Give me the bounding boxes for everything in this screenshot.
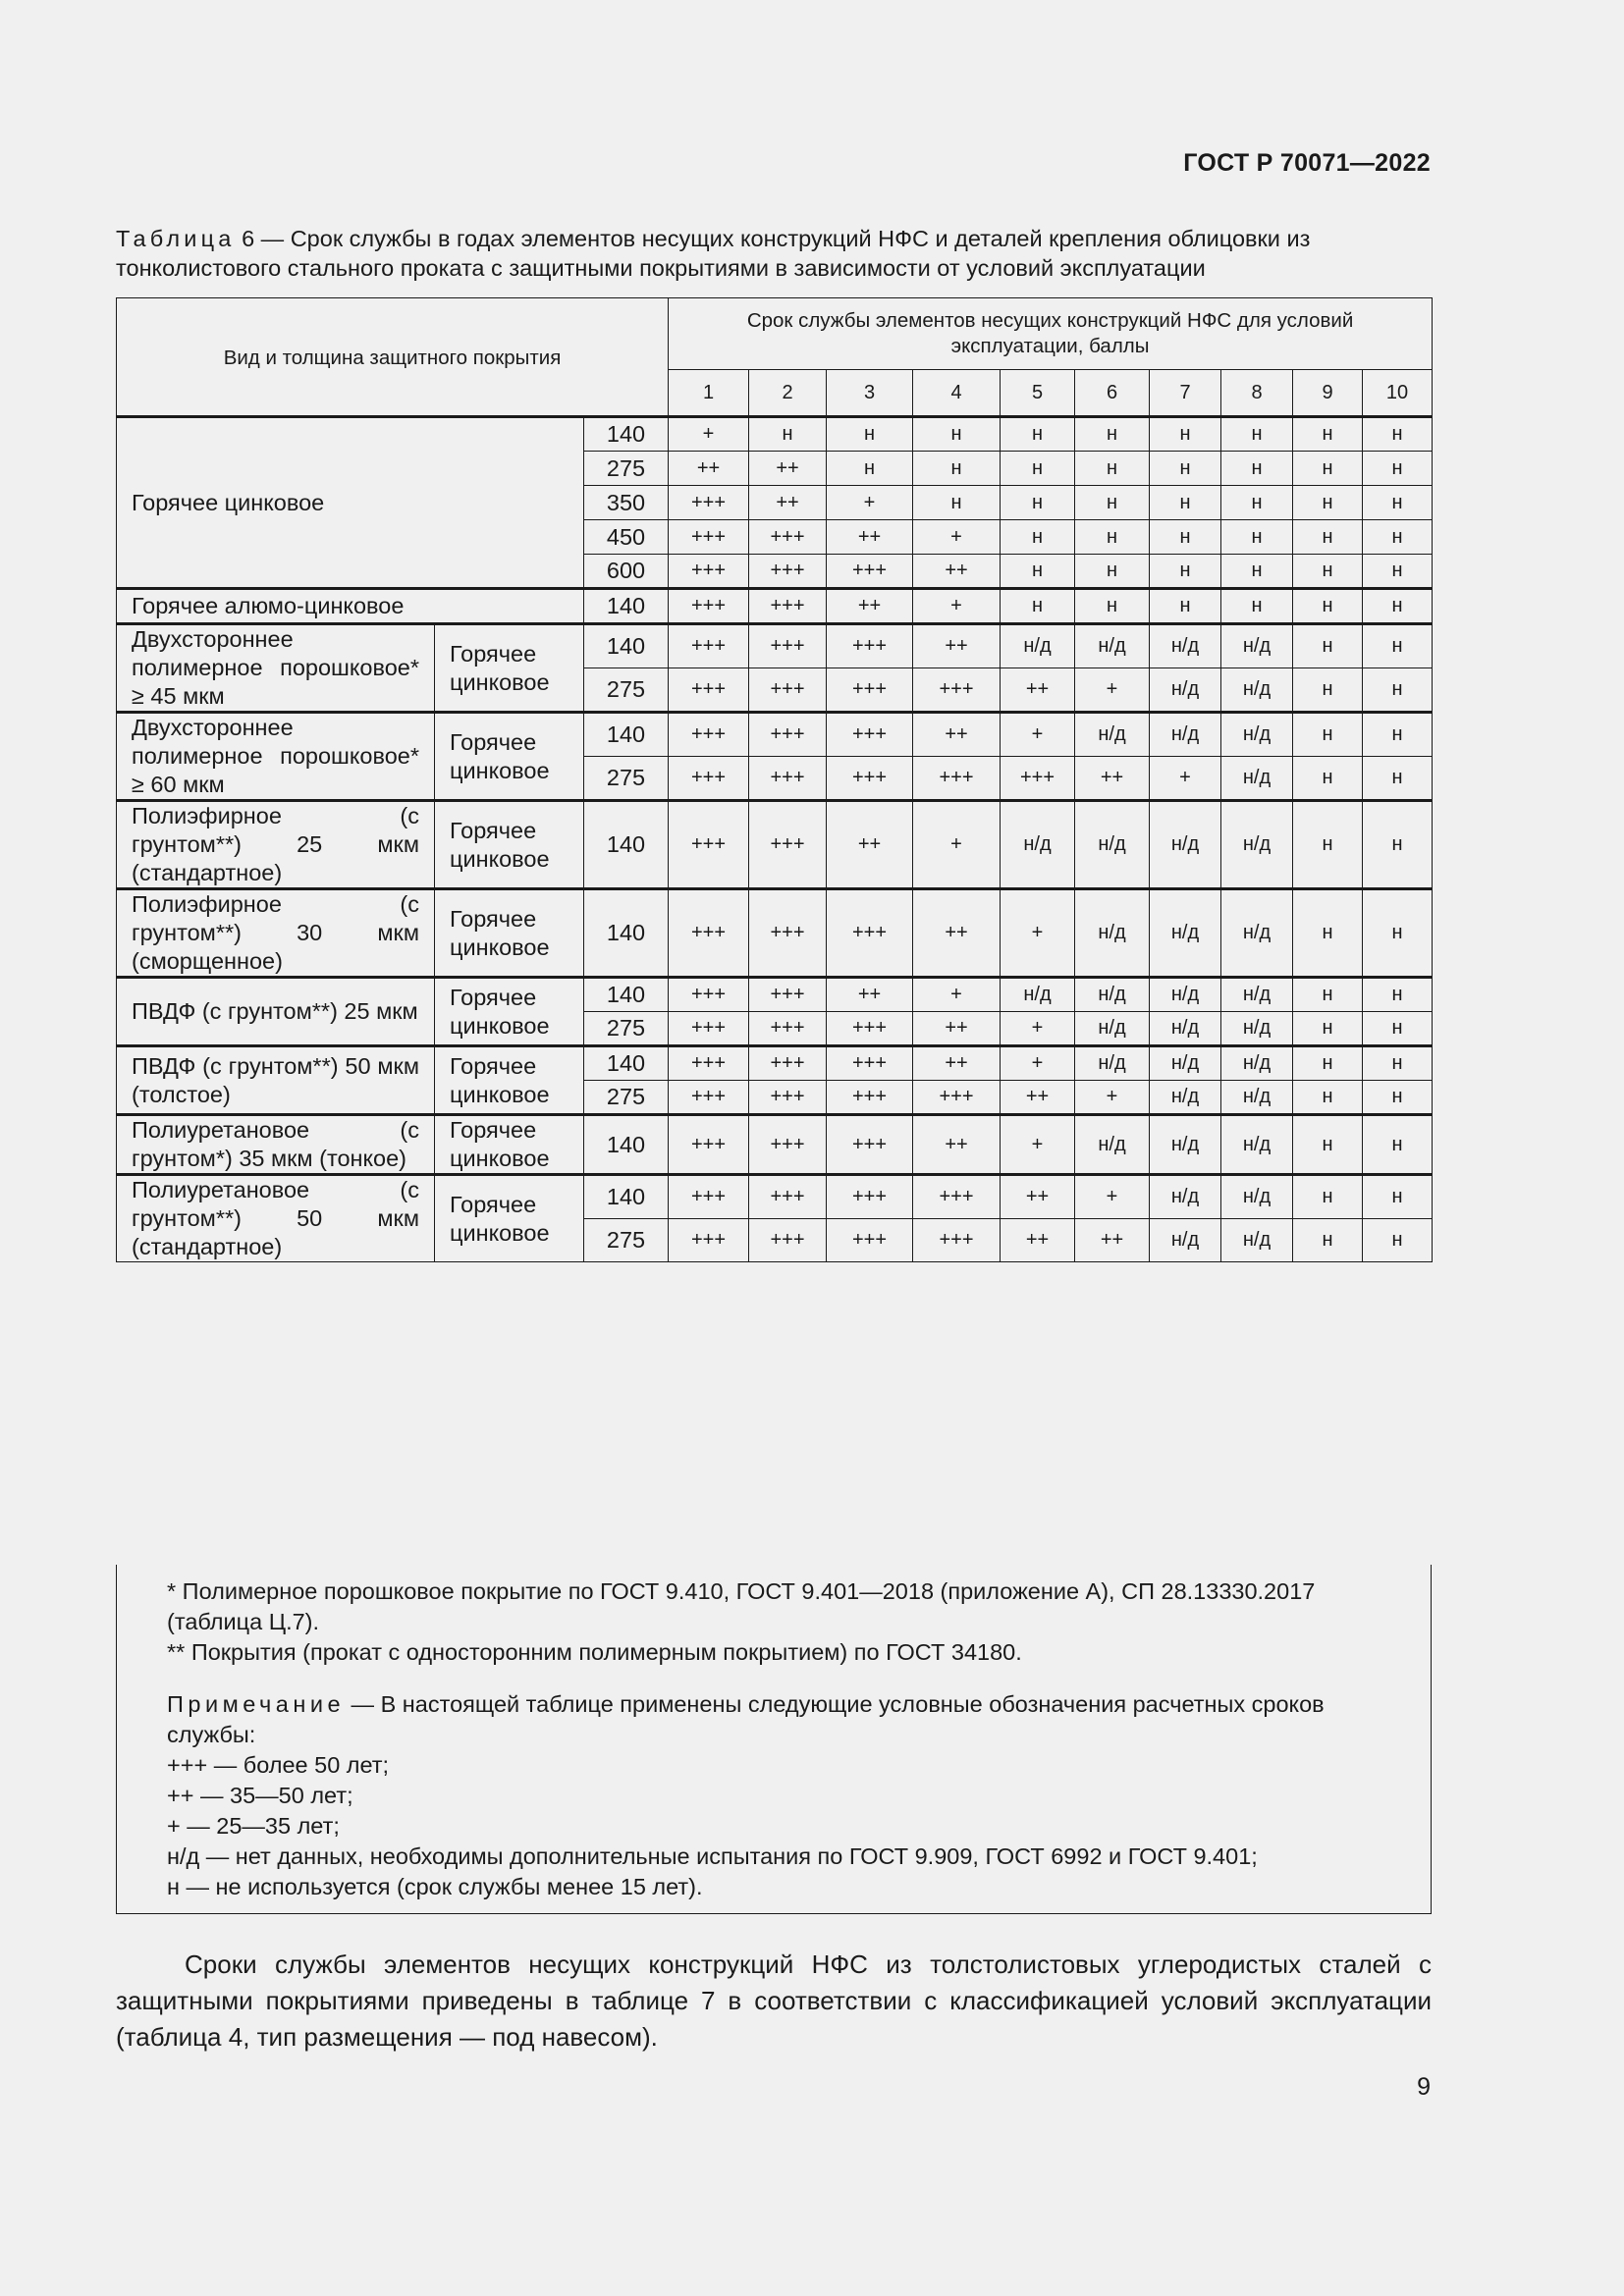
service-life-cell: н xyxy=(1150,417,1221,452)
service-life-cell: +++ xyxy=(749,1081,827,1115)
service-life-cell: +++ xyxy=(749,555,827,589)
service-life-cell: н xyxy=(1221,589,1293,624)
service-life-cell: н xyxy=(1075,417,1150,452)
service-life-cell: +++ xyxy=(749,1175,827,1219)
service-life-cell: н/д xyxy=(1221,1046,1293,1081)
service-life-cell: н/д xyxy=(1075,978,1150,1012)
coating-thickness: 450 xyxy=(584,520,669,555)
note-paragraph xyxy=(133,1689,1415,1750)
coating-thickness: 140 xyxy=(584,1115,669,1175)
service-life-cell: н xyxy=(1150,452,1221,486)
service-life-cell: + xyxy=(1075,1081,1150,1115)
service-life-table xyxy=(116,297,1433,1262)
service-life-cell: н xyxy=(1293,1046,1363,1081)
base-coating: Горячее цинковое xyxy=(435,978,584,1046)
service-life-cell: +++ xyxy=(669,589,749,624)
service-life-cell: ++ xyxy=(913,1046,1001,1081)
base-coating: Горячее цинковое xyxy=(435,1115,584,1175)
legend-item: +++ — более 50 лет; xyxy=(167,1752,390,1778)
service-life-cell: н/д xyxy=(1150,1046,1221,1081)
service-life-cell: + xyxy=(913,589,1001,624)
service-life-cell: +++ xyxy=(749,757,827,801)
service-life-cell: н/д xyxy=(1075,713,1150,757)
coating-name: Горячее цинковое xyxy=(117,417,584,589)
service-life-cell: н/д xyxy=(1221,1115,1293,1175)
service-life-cell: н/д xyxy=(1221,713,1293,757)
service-life-cell: ++ xyxy=(749,486,827,520)
service-life-cell: н xyxy=(1293,1012,1363,1046)
service-life-cell: +++ xyxy=(749,589,827,624)
service-life-cell: н xyxy=(1221,452,1293,486)
service-life-cell: н xyxy=(1221,520,1293,555)
service-life-cell: +++ xyxy=(749,978,827,1012)
service-life-cell: ++ xyxy=(1075,1218,1150,1262)
column-header: 9 xyxy=(1293,370,1363,417)
column-header: 4 xyxy=(913,370,1001,417)
service-life-cell: н xyxy=(1001,417,1075,452)
service-life-cell: н xyxy=(1293,1175,1363,1219)
service-life-cell: +++ xyxy=(1001,757,1075,801)
service-life-cell: н xyxy=(1150,486,1221,520)
note-label: Примечание xyxy=(167,1691,346,1717)
service-life-cell: н xyxy=(1293,801,1363,889)
coating-thickness: 275 xyxy=(584,452,669,486)
service-life-cell: н xyxy=(1150,555,1221,589)
column-header: 8 xyxy=(1221,370,1293,417)
service-life-cell: н xyxy=(1363,889,1433,978)
service-life-cell: н/д xyxy=(1150,801,1221,889)
service-life-cell: +++ xyxy=(827,555,913,589)
service-life-cell: н/д xyxy=(1150,668,1221,713)
table-row xyxy=(117,978,1433,1012)
legend-item: н/д — нет данных, необходимы дополнительные испытания по ГОСТ 9.909, ГОСТ 6992 и ГОСТ 9.401; xyxy=(167,1843,1258,1869)
service-life-cell: +++ xyxy=(669,1218,749,1262)
table-row xyxy=(117,624,1433,668)
column-header: 1 xyxy=(669,370,749,417)
service-life-cell: +++ xyxy=(827,1218,913,1262)
service-life-cell: +++ xyxy=(827,1046,913,1081)
service-life-cell: +++ xyxy=(827,668,913,713)
base-coating: Горячее цинковое xyxy=(435,713,584,801)
service-life-cell: н xyxy=(1293,1081,1363,1115)
service-life-cell: н xyxy=(1293,889,1363,978)
service-life-cell: н xyxy=(1363,486,1433,520)
service-life-cell: +++ xyxy=(669,1081,749,1115)
service-life-cell: ++ xyxy=(913,555,1001,589)
service-life-cell: + xyxy=(1001,713,1075,757)
service-life-cell: +++ xyxy=(913,668,1001,713)
service-life-cell: н xyxy=(1075,452,1150,486)
service-life-cell: + xyxy=(669,417,749,452)
service-life-cell: ++ xyxy=(827,589,913,624)
service-life-cell: н xyxy=(1363,1046,1433,1081)
service-life-cell: ++ xyxy=(913,1012,1001,1046)
service-life-cell: +++ xyxy=(749,624,827,668)
coating-thickness: 350 xyxy=(584,486,669,520)
legend-item: н — не используется (срок службы менее 15 лет). xyxy=(167,1874,703,1899)
service-life-cell: +++ xyxy=(827,757,913,801)
service-life-cell: н xyxy=(1293,486,1363,520)
service-life-cell: н xyxy=(1001,486,1075,520)
service-life-cell: н/д xyxy=(1221,801,1293,889)
service-life-cell: +++ xyxy=(669,1175,749,1219)
service-life-cell: +++ xyxy=(669,624,749,668)
service-life-cell: н xyxy=(1363,978,1433,1012)
table-row xyxy=(117,713,1433,757)
column-header: 5 xyxy=(1001,370,1075,417)
service-life-cell: н xyxy=(1001,520,1075,555)
coating-name: Двухстороннее полимерное порошковое* ≥ 60 мкм xyxy=(117,713,435,801)
service-life-cell: н xyxy=(827,452,913,486)
note-text: — В настоящей таблице применены следующие условные обозначения расчетных сроков службы: xyxy=(167,1691,1325,1747)
service-life-cell: н/д xyxy=(1150,624,1221,668)
service-life-cell: н xyxy=(749,417,827,452)
service-life-cell: +++ xyxy=(827,1115,913,1175)
service-life-cell: н xyxy=(1001,452,1075,486)
service-life-cell: + xyxy=(1150,757,1221,801)
base-coating: Горячее цинковое xyxy=(435,624,584,713)
header-coating-type: Вид и толщина защитного покрытия xyxy=(117,298,669,417)
service-life-cell: +++ xyxy=(669,486,749,520)
service-life-cell: ++ xyxy=(913,624,1001,668)
service-life-cell: н xyxy=(1075,555,1150,589)
service-life-cell: + xyxy=(1001,889,1075,978)
coating-name: Двухстороннее полимерное порошковое* ≥ 45 мкм xyxy=(117,624,435,713)
base-coating: Горячее цинковое xyxy=(435,1046,584,1115)
table-row xyxy=(117,1046,1433,1081)
coating-name: Полиэфирное (с грунтом**) 25 мкм (стандартное) xyxy=(117,801,435,889)
coating-name: ПВДФ (с грунтом**) 50 мкм (толстое) xyxy=(117,1046,435,1115)
service-life-cell: ++ xyxy=(749,452,827,486)
service-life-cell: н xyxy=(1363,520,1433,555)
coating-name: ПВДФ (с грунтом**) 25 мкм xyxy=(117,978,435,1046)
service-life-cell: н/д xyxy=(1221,1081,1293,1115)
service-life-cell: н/д xyxy=(1150,1081,1221,1115)
service-life-cell: +++ xyxy=(749,1218,827,1262)
table-caption xyxy=(116,224,1432,283)
coating-thickness: 275 xyxy=(584,1081,669,1115)
service-life-cell: ++ xyxy=(827,801,913,889)
service-life-cell: н xyxy=(913,452,1001,486)
service-life-cell: н xyxy=(1363,555,1433,589)
service-life-cell: + xyxy=(913,520,1001,555)
service-life-cell: н/д xyxy=(1221,757,1293,801)
service-life-cell: н xyxy=(1363,668,1433,713)
service-life-cell: н xyxy=(1293,624,1363,668)
coating-thickness: 275 xyxy=(584,757,669,801)
header-service-life: Срок службы элементов несущих конструкций НФС для условий эксплуатации, баллы xyxy=(669,298,1433,370)
coating-thickness: 140 xyxy=(584,589,669,624)
service-life-cell: н xyxy=(1293,757,1363,801)
legend-item: ++ — 35—50 лет; xyxy=(167,1783,353,1808)
service-life-cell: н xyxy=(1221,417,1293,452)
service-life-cell: + xyxy=(1001,1012,1075,1046)
coating-thickness: 600 xyxy=(584,555,669,589)
coating-thickness: 140 xyxy=(584,624,669,668)
service-life-cell: н xyxy=(1363,1218,1433,1262)
service-life-cell: н xyxy=(1221,486,1293,520)
caption-text: 6 — Срок службы в годах элементов несущих конструкций НФС и деталей крепления облицовки из тонколистового стального проката с защитными покрытиями в зависимости от условий эксплуатации xyxy=(116,226,1311,281)
service-life-cell: ++ xyxy=(1001,1218,1075,1262)
service-life-cell: н xyxy=(1363,417,1433,452)
coating-name: Полиэфирное (с грунтом**) 30 мкм (сморщенное) xyxy=(117,889,435,978)
service-life-cell: +++ xyxy=(669,889,749,978)
service-life-cell: + xyxy=(1001,1115,1075,1175)
service-life-cell: н xyxy=(1150,589,1221,624)
service-life-cell: н xyxy=(1363,1115,1433,1175)
service-life-cell: ++ xyxy=(1001,1175,1075,1219)
service-life-cell: н xyxy=(1221,555,1293,589)
service-life-cell: н xyxy=(827,417,913,452)
service-life-cell: +++ xyxy=(669,978,749,1012)
service-life-cell: н/д xyxy=(1221,668,1293,713)
service-life-cell: +++ xyxy=(749,668,827,713)
service-life-cell: +++ xyxy=(827,1012,913,1046)
service-life-cell: +++ xyxy=(749,713,827,757)
footnote-1: * Полимерное порошковое покрытие по ГОСТ 9.410, ГОСТ 9.401—2018 (приложение А), СП 28.13330.2017 (таблица Ц.7). xyxy=(167,1578,1316,1634)
service-life-cell: н/д xyxy=(1150,1115,1221,1175)
service-life-cell: +++ xyxy=(913,1175,1001,1219)
service-life-cell: н/д xyxy=(1221,624,1293,668)
service-life-cell: +++ xyxy=(669,1046,749,1081)
service-life-cell: +++ xyxy=(669,801,749,889)
legend-list xyxy=(133,1750,1415,1902)
service-life-cell: н/д xyxy=(1075,1012,1150,1046)
service-life-cell: ++ xyxy=(669,452,749,486)
coating-thickness: 140 xyxy=(584,1175,669,1219)
service-life-cell: н/д xyxy=(1001,801,1075,889)
column-header: 7 xyxy=(1150,370,1221,417)
service-life-cell: +++ xyxy=(749,520,827,555)
service-life-cell: +++ xyxy=(749,1115,827,1175)
service-life-cell: н xyxy=(1293,520,1363,555)
service-life-cell: н/д xyxy=(1001,978,1075,1012)
column-header: 3 xyxy=(827,370,913,417)
service-life-cell: н xyxy=(1150,520,1221,555)
service-life-cell: н xyxy=(1363,1175,1433,1219)
service-life-cell: н xyxy=(1075,520,1150,555)
service-life-cell: н/д xyxy=(1075,889,1150,978)
service-life-cell: + xyxy=(1075,668,1150,713)
service-life-cell: +++ xyxy=(913,1218,1001,1262)
service-life-cell: н xyxy=(1001,589,1075,624)
column-header: 6 xyxy=(1075,370,1150,417)
service-life-cell: н xyxy=(1293,589,1363,624)
service-life-cell: +++ xyxy=(749,1046,827,1081)
service-life-cell: н/д xyxy=(1150,713,1221,757)
service-life-cell: н/д xyxy=(1150,1175,1221,1219)
coating-thickness: 140 xyxy=(584,1046,669,1081)
coating-name: Полиуретановое (с грунтом*) 35 мкм (тонкое) xyxy=(117,1115,435,1175)
coating-name: Горячее алюмо-цинковое xyxy=(117,589,584,624)
service-life-cell: н xyxy=(1293,555,1363,589)
coating-thickness: 275 xyxy=(584,668,669,713)
service-life-cell: +++ xyxy=(669,713,749,757)
service-life-cell: ++ xyxy=(1001,668,1075,713)
service-life-cell: н/д xyxy=(1150,1012,1221,1046)
service-life-cell: ++ xyxy=(913,713,1001,757)
service-life-cell: н xyxy=(1293,1115,1363,1175)
service-life-cell: н/д xyxy=(1075,624,1150,668)
service-life-cell: н/д xyxy=(1075,1046,1150,1081)
body-paragraph: Сроки службы элементов несущих конструкций НФС из толстолистовых углеродистых сталей с защитными покрытиями приведены в таблице 7 в соответствии с классификацией условий эксплуатации (таблица 4, тип размещения — под навесом). xyxy=(116,1949,1432,2052)
service-life-cell: + xyxy=(913,978,1001,1012)
coating-thickness: 275 xyxy=(584,1218,669,1262)
service-life-cell: +++ xyxy=(913,757,1001,801)
table-row xyxy=(117,589,1433,624)
service-life-cell: н xyxy=(1293,452,1363,486)
service-life-cell: н/д xyxy=(1221,1012,1293,1046)
service-life-cell: н xyxy=(913,486,1001,520)
service-life-cell: + xyxy=(827,486,913,520)
service-life-cell: н/д xyxy=(1150,889,1221,978)
service-life-cell: ++ xyxy=(913,889,1001,978)
service-life-cell: н xyxy=(1363,452,1433,486)
service-life-cell: ++ xyxy=(827,978,913,1012)
table-row xyxy=(117,1175,1433,1219)
service-life-cell: + xyxy=(1001,1046,1075,1081)
table-row xyxy=(117,889,1433,978)
service-life-cell: ++ xyxy=(1001,1081,1075,1115)
service-life-cell: н/д xyxy=(1001,624,1075,668)
service-life-cell: н/д xyxy=(1221,978,1293,1012)
service-life-cell: + xyxy=(913,801,1001,889)
service-life-cell: н xyxy=(1363,757,1433,801)
service-life-cell: н/д xyxy=(1075,801,1150,889)
service-life-cell: н xyxy=(1075,486,1150,520)
service-life-cell: н xyxy=(1363,624,1433,668)
service-life-cell: +++ xyxy=(827,713,913,757)
column-header: 2 xyxy=(749,370,827,417)
service-life-cell: н xyxy=(1363,589,1433,624)
base-coating: Горячее цинковое xyxy=(435,1175,584,1262)
service-life-cell: +++ xyxy=(669,1012,749,1046)
service-life-cell: н/д xyxy=(1150,978,1221,1012)
service-life-cell: +++ xyxy=(749,1012,827,1046)
service-life-cell: н xyxy=(1363,1081,1433,1115)
service-life-cell: ++ xyxy=(1075,757,1150,801)
service-life-cell: н xyxy=(1363,1012,1433,1046)
base-coating: Горячее цинковое xyxy=(435,889,584,978)
base-coating: Горячее цинковое xyxy=(435,801,584,889)
service-life-cell: +++ xyxy=(827,889,913,978)
service-life-cell: +++ xyxy=(749,801,827,889)
service-life-cell: н xyxy=(1293,713,1363,757)
table-row xyxy=(117,1115,1433,1175)
service-life-cell: н/д xyxy=(1150,1218,1221,1262)
service-life-cell: н xyxy=(1293,1218,1363,1262)
service-life-cell: н xyxy=(1293,668,1363,713)
service-life-cell: н/д xyxy=(1221,1175,1293,1219)
table-row xyxy=(117,801,1433,889)
service-life-cell: н xyxy=(1001,555,1075,589)
service-life-cell: +++ xyxy=(749,889,827,978)
column-header: 10 xyxy=(1363,370,1433,417)
service-life-cell: +++ xyxy=(827,624,913,668)
coating-thickness: 140 xyxy=(584,978,669,1012)
coating-thickness: 275 xyxy=(584,1012,669,1046)
legend-item: + — 25—35 лет; xyxy=(167,1813,340,1839)
coating-thickness: 140 xyxy=(584,889,669,978)
service-life-cell: ++ xyxy=(913,1115,1001,1175)
coating-name: Полиуретановое (с грунтом**) 50 мкм (стандартное) xyxy=(117,1175,435,1262)
coating-thickness: 140 xyxy=(584,801,669,889)
service-life-cell: +++ xyxy=(669,520,749,555)
service-life-cell: н xyxy=(1293,417,1363,452)
service-life-cell: ++ xyxy=(827,520,913,555)
coating-thickness: 140 xyxy=(584,713,669,757)
coating-thickness: 140 xyxy=(584,417,669,452)
service-life-cell: + xyxy=(1075,1175,1150,1219)
service-life-cell: н xyxy=(913,417,1001,452)
service-life-cell: н xyxy=(1363,801,1433,889)
service-life-cell: +++ xyxy=(669,668,749,713)
service-life-cell: +++ xyxy=(669,1115,749,1175)
service-life-cell: +++ xyxy=(913,1081,1001,1115)
footnote-2: ** Покрытия (прокат с односторонним полимерным покрытием) по ГОСТ 34180. xyxy=(167,1639,1022,1665)
service-life-cell: +++ xyxy=(669,555,749,589)
service-life-cell: н/д xyxy=(1221,889,1293,978)
service-life-cell: н xyxy=(1293,978,1363,1012)
service-life-cell: н/д xyxy=(1075,1115,1150,1175)
service-life-cell: +++ xyxy=(827,1081,913,1115)
service-life-cell: н/д xyxy=(1221,1218,1293,1262)
table-notes xyxy=(116,1565,1432,1914)
service-life-cell: +++ xyxy=(669,757,749,801)
service-life-cell: н xyxy=(1363,713,1433,757)
document-code: ГОСТ Р 70071—2022 xyxy=(1183,149,1431,177)
page-number: 9 xyxy=(1417,2073,1431,2101)
service-life-cell: +++ xyxy=(827,1175,913,1219)
service-life-cell: н xyxy=(1075,589,1150,624)
caption-label: Таблица xyxy=(116,226,236,251)
table-row xyxy=(117,417,1433,452)
